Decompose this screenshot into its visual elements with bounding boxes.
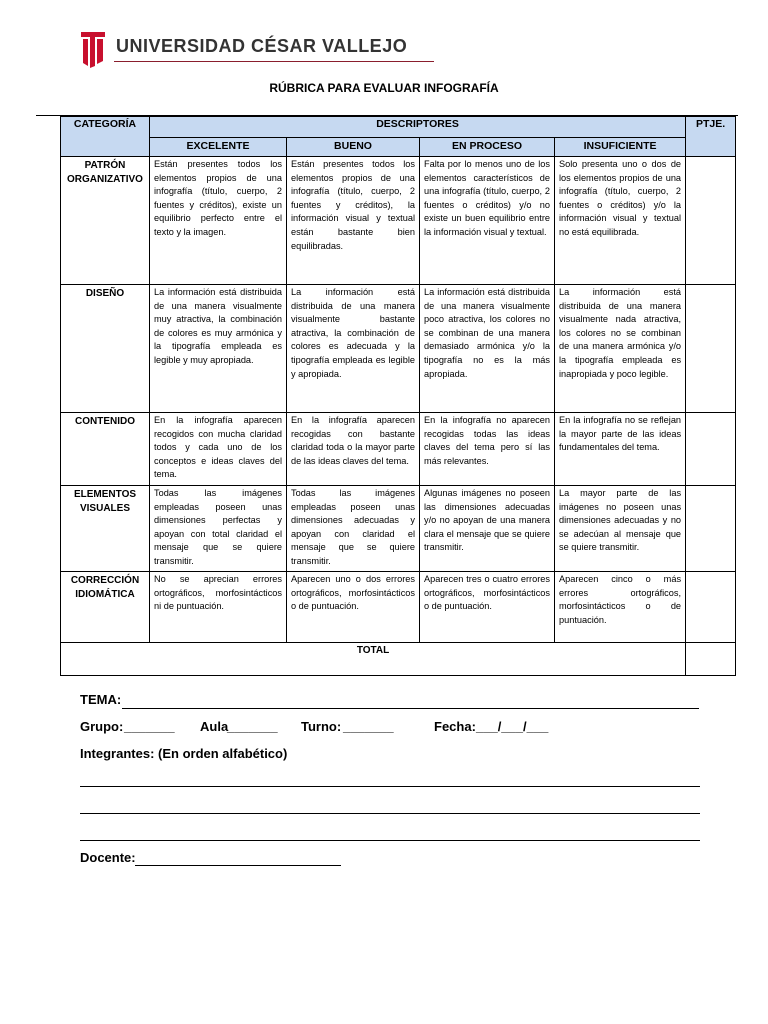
total-score-cell[interactable] [686, 643, 736, 676]
ucv-shield-icon [80, 28, 106, 68]
score-cell[interactable] [686, 572, 736, 643]
university-name: UNIVERSIDAD CÉSAR VALLEJO [116, 36, 408, 56]
descriptor-cell: La mayor parte de las imágenes no poseen unas dimensiones adecuadas y no se adecúan al mensaje que se quiere transmitir. [555, 486, 686, 572]
integrantes-line[interactable] [80, 813, 700, 814]
integrantes-line[interactable] [80, 786, 700, 787]
level-header-en-proceso: EN PROCESO [420, 138, 555, 157]
descriptor-cell: En la infografía aparecen recogidos con mucha claridad todos y cada uno de los conceptos e ideas claves del tema. [150, 413, 287, 486]
tema-label: TEMA: [80, 692, 122, 707]
category-cell: ELEMENTOS VISUALES [61, 486, 150, 572]
descriptor-cell: Aparecen uno o dos errores ortográficos, morfosintácticos o de puntuación. [287, 572, 420, 643]
score-cell[interactable] [686, 413, 736, 486]
descriptor-cell: Falta por lo menos uno de los elementos característicos de una infografía (título, cuerpo, 2 fuentes o créditos) y/o no existe un buen equilibrio entre la información visual y textual. [420, 157, 555, 285]
turno-label: Turno: [301, 719, 342, 734]
table-row [61, 157, 736, 285]
category-cell: PATRÓN ORGANIZATIVO [61, 157, 150, 285]
descriptor-cell: En la infografía no aparecen recogidas todas las ideas claves del tema pero sí las más relevantes. [420, 413, 555, 486]
level-header-excelente: EXCELENTE [150, 138, 287, 157]
category-header: CATEGORÍA [61, 117, 150, 157]
score-cell[interactable] [686, 157, 736, 285]
descriptor-cell: Algunas imágenes no poseen las dimensiones adecuadas y/o no apoyan de una manera clara el mensaje que se quiere transmitir. [420, 486, 555, 572]
descriptor-cell: En la infografía no se reflejan la mayor parte de las ideas fundamentales del tema. [555, 413, 686, 486]
score-cell[interactable] [686, 285, 736, 413]
level-header-bueno: BUENO [287, 138, 420, 157]
category-cell: CONTENIDO [61, 413, 150, 486]
table-row [61, 572, 736, 643]
descriptor-cell: Aparecen tres o cuatro errores ortográficos, morfosintácticos o de puntuación. [420, 572, 555, 643]
descriptor-cell: En la infografía aparecen recogidas con bastante claridad toda o la mayor parte de las ideas claves del tema. [287, 413, 420, 486]
grupo-field[interactable]: _______ [124, 719, 175, 734]
integrantes-line[interactable] [80, 840, 700, 841]
docente-field[interactable] [135, 865, 341, 866]
logo-underline [114, 61, 434, 62]
descriptor-cell: Están presentes todos los elementos propios de una infografía (título, cuerpo, 2 fuentes y créditos), la información visual y textual están bastante bien equilibradas. [287, 157, 420, 285]
total-row [61, 643, 736, 676]
fecha-field[interactable]: ___/___/___ [476, 719, 549, 734]
category-cell: CORRECCIÓN IDIOMÁTICA [61, 572, 150, 643]
university-logo [80, 28, 410, 68]
aula-field[interactable]: _______ [227, 719, 278, 734]
descriptor-cell: Están presentes todos los elementos propios de una infografía (título, cuerpo, 2 fuentes y créditos), existe un equilibrio perfecto entre el texto y la imagen. [150, 157, 287, 285]
level-header-insuficiente: INSUFICIENTE [555, 138, 686, 157]
table-row [61, 413, 736, 486]
score-header: PTJE. [686, 117, 736, 157]
category-cell: DISEÑO [61, 285, 150, 413]
descriptor-cell: La información está distribuida de una manera visualmente muy atractiva, la combinación de colores es muy armónica y la tipografía empleada es legible y muy apropiada. [150, 285, 287, 413]
rubric-table [60, 116, 736, 676]
turno-field[interactable]: _______ [343, 719, 394, 734]
tema-field[interactable] [122, 708, 699, 709]
aula-label: Aula [200, 719, 229, 734]
table-row [61, 285, 736, 413]
descriptor-cell: Aparecen cinco o más errores ortográficos, morfosintácticos o de puntuación. [555, 572, 686, 643]
descriptor-cell: Solo presenta uno o dos de los elementos propios de una infografía (título, cuerpo, 2 fuentes o créditos) y/o la información visual y textual no está equilibrada. [555, 157, 686, 285]
page-title: RÚBRICA PARA EVALUAR INFOGRAFÍA [269, 81, 499, 95]
descriptor-cell: La información está distribuida de una manera visualmente nada atractiva, los colores no se combinan de una manera armónica y/o la tipografía empleada es inapropiada y poco legible. [555, 285, 686, 413]
score-cell[interactable] [686, 486, 736, 572]
descriptor-cell: La información está distribuida de una manera visualmente poco atractiva, los colores no se combinan de una manera demasiado armónica y/o la tipografía no es la más apropiada. [420, 285, 555, 413]
descriptor-cell: La información está distribuida de una manera visualmente bastante atractiva, la combinación de colores es adecuada y la tipografía empleada es legible y apropiada. [287, 285, 420, 413]
descriptors-header: DESCRIPTORES [150, 117, 686, 138]
total-label: TOTAL [61, 643, 686, 676]
descriptor-cell: Todas las imágenes empleadas poseen unas dimensiones perfectas y apoyan con total claridad el mensaje que se quiere transmitir. [150, 486, 287, 572]
descriptor-cell: No se aprecian errores ortográficos, morfosintácticos ni de puntuación. [150, 572, 287, 643]
descriptor-cell: Todas las imágenes empleadas poseen unas dimensiones adecuadas y apoyan con claridad el mensaje que se quiere transmitir. [287, 486, 420, 572]
fecha-label: Fecha: [434, 719, 476, 734]
docente-label: Docente: [80, 850, 136, 865]
grupo-label: Grupo: [80, 719, 124, 734]
integrantes-label: Integrantes: (En orden alfabético) [80, 746, 288, 761]
table-row [61, 486, 736, 572]
